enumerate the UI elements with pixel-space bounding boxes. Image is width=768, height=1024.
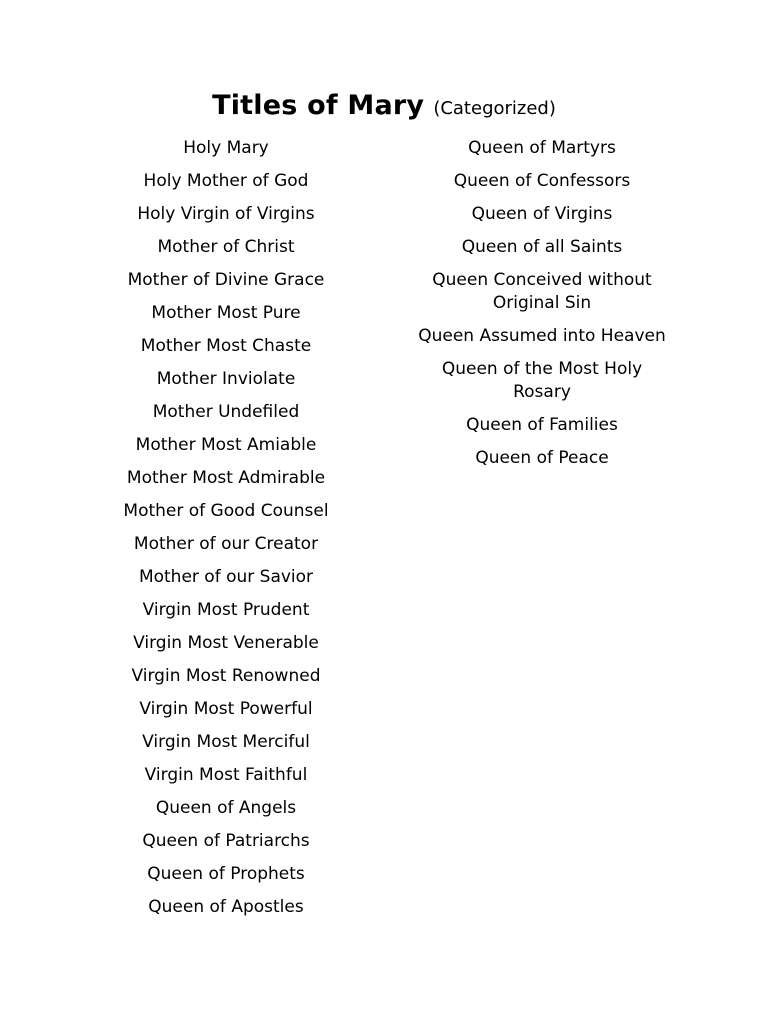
list-item: Queen of Families <box>466 415 618 435</box>
list-item: Queen of Patriarchs <box>142 831 310 851</box>
list-item: Mother Most Admirable <box>126 468 326 488</box>
title-main: Titles of Mary <box>212 90 425 121</box>
left-title-list <box>56 137 396 929</box>
list-item: Queen of the Most Holy Rosary <box>441 359 643 402</box>
list-item: Mother of Divine Grace <box>127 270 325 290</box>
list-item: Queen of Peace <box>475 448 609 468</box>
list-item: Mother Most Chaste <box>140 336 312 356</box>
list-item: Queen of all Saints <box>461 237 623 257</box>
list-item: Holy Virgin of Virgins <box>137 204 315 224</box>
list-item: Mother Most Pure <box>151 303 301 323</box>
list-item: Queen of Virgins <box>471 204 613 224</box>
list-item: Mother Undefiled <box>152 402 300 422</box>
title-subtitle: (Categorized) <box>433 98 556 119</box>
right-title-list <box>372 137 712 480</box>
list-item: Mother of our Savior <box>138 567 314 587</box>
page-title <box>0 90 768 121</box>
list-item: Virgin Most Faithful <box>144 765 308 785</box>
list-item: Queen Assumed into Heaven <box>418 326 666 346</box>
list-item: Queen of Prophets <box>147 864 305 884</box>
list-item: Holy Mother of God <box>143 171 309 191</box>
list-item: Mother Inviolate <box>156 369 296 389</box>
list-item: Virgin Most Powerful <box>139 699 313 719</box>
list-item: Queen of Confessors <box>453 171 631 191</box>
list-item: Virgin Most Renowned <box>131 666 321 686</box>
list-item: Mother of Christ <box>157 237 295 257</box>
list-item: Queen of Angels <box>155 798 297 818</box>
list-item: Holy Mary <box>183 138 269 158</box>
list-item: Queen of Martyrs <box>468 138 616 158</box>
list-item: Mother of Good Counsel <box>123 501 329 521</box>
list-item: Virgin Most Prudent <box>142 600 310 620</box>
list-item: Mother Most Amiable <box>135 435 317 455</box>
list-item: Mother of our Creator <box>133 534 319 554</box>
list-item: Virgin Most Venerable <box>133 633 319 653</box>
list-item: Queen Conceived without Original Sin <box>432 270 652 313</box>
list-item: Virgin Most Merciful <box>142 732 310 752</box>
list-item: Queen of Apostles <box>148 897 304 917</box>
